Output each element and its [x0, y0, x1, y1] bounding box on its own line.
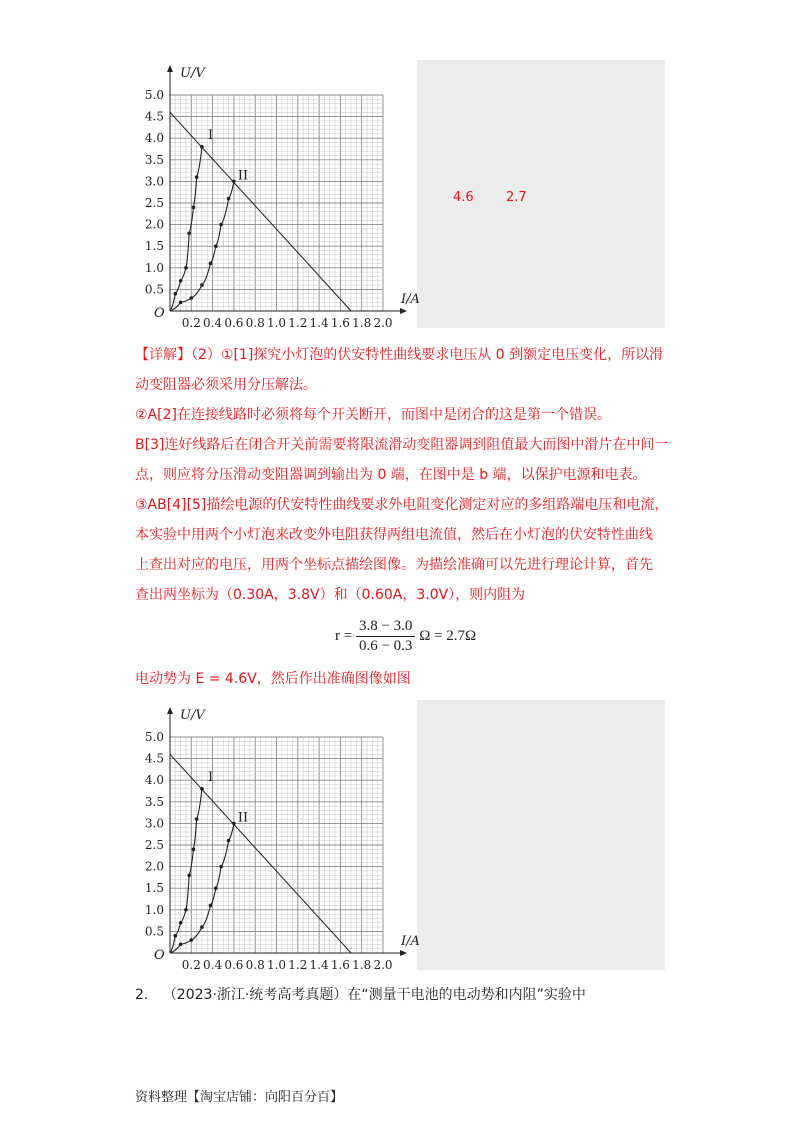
x-tick-label: 1.6 [330, 958, 350, 972]
y-axis-label: U/V [180, 66, 205, 81]
y-tick-label: 4.0 [144, 773, 164, 788]
x-tick-label: 1.8 [352, 958, 372, 972]
x-tick-label: 2.0 [373, 316, 393, 330]
data-point [200, 283, 204, 287]
x-axis-arrow [400, 308, 407, 314]
data-point [174, 934, 178, 938]
y-tick-label: 2.0 [144, 859, 164, 874]
data-point [219, 865, 223, 869]
y-tick-label: 3.5 [144, 152, 164, 167]
data-point [179, 301, 183, 305]
x-tick-label: 2.0 [373, 958, 393, 972]
data-point [195, 817, 199, 821]
detail-tag: 【详解】 [135, 347, 191, 363]
formula-rhs: Ω = 2.7Ω [419, 627, 477, 644]
y-tick-label: 1.0 [144, 260, 164, 275]
data-point [219, 223, 223, 227]
x-axis-label: I/A [401, 934, 420, 949]
x-tick-label: 0.2 [181, 958, 201, 972]
x-tick-label: 1.4 [309, 958, 329, 972]
x-tick-label: 1.2 [288, 958, 308, 972]
y-tick-label: 4.0 [144, 131, 164, 146]
y-tick-label: 1.0 [144, 902, 164, 917]
y-tick-label: 3.0 [144, 816, 164, 831]
data-point [227, 197, 231, 201]
formula-numerator: 3.8 − 3.0 [356, 618, 415, 637]
y-tick-label: 0.5 [144, 924, 164, 939]
y-tick-label: 3.0 [144, 174, 164, 189]
detail-block [135, 340, 675, 610]
chart-2-cell [417, 700, 665, 970]
x-axis-label: I/A [401, 292, 420, 307]
x-tick-label: 1.0 [266, 316, 287, 330]
y-tick-label: 5.0 [144, 88, 164, 102]
y-axis-arrow [167, 65, 173, 72]
ui-chart-bottom [135, 700, 420, 972]
question-text: （2023·浙江·统考高考真题）在“测量干电池的电动势和内阻”实验中 [162, 987, 586, 1003]
data-point [190, 938, 194, 942]
data-point [227, 839, 231, 843]
y-tick-label: 0.5 [144, 282, 164, 297]
data-point [179, 279, 183, 283]
resistance-formula [335, 618, 476, 655]
x-tick-label: 1.2 [288, 316, 308, 330]
answer-emf: 4.6 [453, 190, 474, 205]
x-tick-label: 0.4 [203, 958, 223, 972]
y-tick-label: 2.0 [144, 217, 164, 232]
origin-label: O [154, 306, 165, 321]
data-point [179, 943, 183, 947]
question-number: 2. [135, 987, 149, 1003]
series-label: II [237, 168, 249, 184]
x-tick-label: 1.6 [330, 316, 350, 330]
x-tick-label: 0.8 [245, 316, 265, 330]
ui-chart-top [135, 58, 420, 330]
data-point [214, 886, 218, 890]
y-tick-label: 4.5 [144, 109, 164, 124]
answer-r: 2.7 [506, 190, 527, 205]
data-point [174, 292, 178, 296]
y-tick-label: 2.5 [144, 196, 164, 210]
data-point [190, 296, 194, 300]
y-tick-label: 5.0 [144, 730, 164, 744]
data-point [184, 266, 188, 270]
footer-note: 资料整理【淘宝店铺：向阳百分百】 [135, 1090, 344, 1105]
x-tick-label: 0.4 [203, 316, 223, 330]
formula-fraction [356, 618, 415, 655]
detail-line-6: ③AB[4][5]描绘电源的伏安特性曲线要求外电阻变化测定对应的多组路端电压和电流， [135, 497, 669, 513]
origin-label: O [154, 948, 165, 963]
x-tick-label: 1.4 [309, 316, 329, 330]
data-point [187, 873, 191, 877]
data-point [192, 848, 196, 852]
x-tick-label: 1.0 [266, 958, 287, 972]
data-point [214, 244, 218, 248]
detail-line-3: ②A[2]在连接线路时必须将每个开关断开，而图中是闭合的这是第一个错误。 [135, 407, 611, 423]
x-axis-arrow [400, 950, 407, 956]
y-tick-label: 3.5 [144, 794, 164, 809]
detail-line-7: 本实验中用两个小灯泡来改变外电阻获得两组电流值，然后在小灯泡的伏安特性曲线 [135, 527, 653, 543]
question-2 [135, 984, 586, 1004]
emf-line: 电动势为 E = 4.6V，然后作出准确图像如图 [135, 671, 411, 687]
data-point [192, 206, 196, 210]
y-tick-label: 1.5 [144, 881, 164, 896]
y-tick-label: 2.5 [144, 838, 164, 852]
x-tick-label: 0.2 [181, 316, 201, 330]
data-point [195, 175, 199, 179]
detail-line-2: 动变阻器必须采用分压解法。 [135, 377, 317, 393]
x-tick-label: 0.8 [245, 958, 265, 972]
formula-lhs: r = [335, 627, 353, 644]
series-label: I [207, 127, 214, 143]
detail-line-4: B[3]连好线路后在闭合开关前需要将限流滑动变阻器调到阻值最大而图中滑片在中间一 [135, 437, 669, 453]
data-point [209, 262, 213, 266]
detail-line-5: 点，则应将分压滑动变阻器调到输出为 0 端，在图中是 b 端，以保护电源和电表。 [135, 467, 647, 483]
series-label: I [207, 769, 214, 785]
x-tick-label: 1.8 [352, 316, 372, 330]
y-tick-label: 1.5 [144, 239, 164, 254]
data-point [187, 231, 191, 235]
detail-line-1: （2）①[1]探究小灯泡的伏安特性曲线要求电压从 0 到额定电压变化，所以滑 [191, 347, 664, 363]
series-label: II [237, 810, 249, 826]
formula-denominator: 0.6 − 0.3 [358, 638, 413, 654]
data-point [209, 904, 213, 908]
data-point [179, 921, 183, 925]
data-point [184, 908, 188, 912]
y-tick-label: 4.5 [144, 751, 164, 766]
detail-line-9: 查出两坐标为（0.30A，3.8V）和（0.60A，3.0V），则内阻为 [135, 587, 526, 603]
data-point [200, 925, 204, 929]
detail-line-8: 上查出对应的电压，用两个坐标点描绘图像。为描绘准确可以先进行理论计算，首先 [135, 557, 653, 573]
y-axis-label: U/V [180, 708, 205, 723]
y-axis-arrow [167, 707, 173, 714]
x-tick-label: 0.6 [224, 958, 244, 972]
x-tick-label: 0.6 [224, 316, 244, 330]
